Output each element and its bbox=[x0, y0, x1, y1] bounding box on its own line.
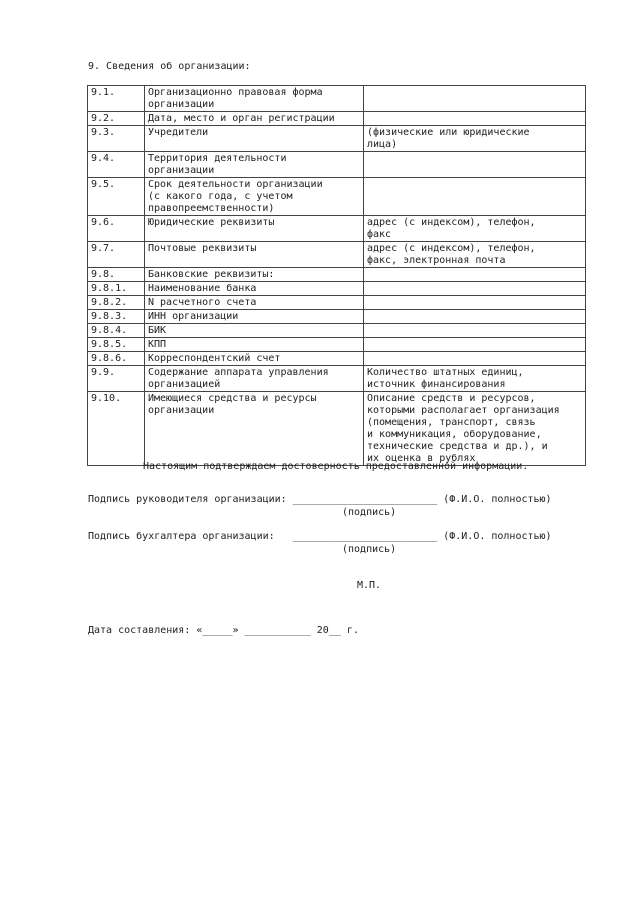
row-field-name: Юридические реквизиты bbox=[145, 216, 364, 242]
row-note bbox=[364, 152, 586, 178]
row-number: 9.8.5. bbox=[88, 338, 145, 352]
table-row bbox=[88, 242, 586, 268]
row-field-name: Территория деятельности организации bbox=[145, 152, 364, 178]
row-field-name: Почтовые реквизиты bbox=[145, 242, 364, 268]
row-number: 9.8.1. bbox=[88, 282, 145, 296]
row-field-name: Содержание аппарата управления организацией bbox=[145, 366, 364, 392]
row-note bbox=[364, 112, 586, 126]
row-number: 9.8.2. bbox=[88, 296, 145, 310]
row-field-name: Имеющиеся средства и ресурсы организации bbox=[145, 392, 364, 466]
row-note bbox=[364, 282, 586, 296]
organization-info-table-body bbox=[88, 86, 586, 466]
row-note bbox=[364, 296, 586, 310]
head-signature-line: Подпись руководителя организации: ________________________ (Ф.И.О. полностью) bbox=[88, 494, 552, 505]
row-note bbox=[364, 310, 586, 324]
row-number: 9.8.4. bbox=[88, 324, 145, 338]
organization-info-table bbox=[87, 85, 586, 466]
table-row bbox=[88, 352, 586, 366]
table-row bbox=[88, 282, 586, 296]
row-field-name: Наименование банка bbox=[145, 282, 364, 296]
table-row bbox=[88, 296, 586, 310]
row-note bbox=[364, 338, 586, 352]
table-row bbox=[88, 112, 586, 126]
date-line: Дата составления: «_____» ___________ 20__ г. bbox=[88, 625, 359, 636]
row-number: 9.6. bbox=[88, 216, 145, 242]
row-number: 9.8.6. bbox=[88, 352, 145, 366]
row-field-name: Дата, место и орган регистрации bbox=[145, 112, 364, 126]
table-row bbox=[88, 338, 586, 352]
row-field-name: Корреспондентский счет bbox=[145, 352, 364, 366]
table-row bbox=[88, 310, 586, 324]
row-field-name: ИНН организации bbox=[145, 310, 364, 324]
row-note bbox=[364, 352, 586, 366]
row-field-name: КПП bbox=[145, 338, 364, 352]
row-number: 9.1. bbox=[88, 86, 145, 112]
table-row bbox=[88, 324, 586, 338]
row-number: 9.8.3. bbox=[88, 310, 145, 324]
row-field-name: N расчетного счета bbox=[145, 296, 364, 310]
row-field-name: Банковские реквизиты: bbox=[145, 268, 364, 282]
row-number: 9.5. bbox=[88, 178, 145, 216]
row-number: 9.3. bbox=[88, 126, 145, 152]
accountant-signature-caption: (подпись) bbox=[342, 544, 397, 555]
table-row bbox=[88, 152, 586, 178]
row-number: 9.7. bbox=[88, 242, 145, 268]
accountant-signature-line: Подпись бухгалтера организации: ________________________ (Ф.И.О. полностью) bbox=[88, 531, 552, 542]
head-signature-caption: (подпись) bbox=[342, 507, 397, 518]
row-field-name: Учредители bbox=[145, 126, 364, 152]
table-row bbox=[88, 86, 586, 112]
section-title: 9. Сведения об организации: bbox=[88, 61, 251, 72]
row-note bbox=[364, 178, 586, 216]
table-row bbox=[88, 126, 586, 152]
row-note: адрес (с индексом), телефон, факс, электронная почта bbox=[364, 242, 586, 268]
row-field-name: БИК bbox=[145, 324, 364, 338]
row-note: (физические или юридические лица) bbox=[364, 126, 586, 152]
table-row bbox=[88, 366, 586, 392]
row-field-name: Организационно правовая форма организации bbox=[145, 86, 364, 112]
stamp-place: М.П. bbox=[357, 580, 382, 591]
row-note bbox=[364, 268, 586, 282]
confirmation-text: Настоящим подтверждаем достоверность предоставленной информации. bbox=[143, 461, 529, 472]
row-note: адрес (с индексом), телефон, факс bbox=[364, 216, 586, 242]
row-note: Описание средств и ресурсов, которыми располагает организация (помещения, транспорт, связь и коммуникация, оборудование, технические средства и др.), и их оценка в рублях bbox=[364, 392, 586, 466]
row-number: 9.4. bbox=[88, 152, 145, 178]
row-field-name: Срок деятельности организации (с какого года, с учетом правопреемственности) bbox=[145, 178, 364, 216]
row-number: 9.2. bbox=[88, 112, 145, 126]
row-number: 9.8. bbox=[88, 268, 145, 282]
row-number: 9.10. bbox=[88, 392, 145, 466]
table-row bbox=[88, 268, 586, 282]
table-row bbox=[88, 392, 586, 466]
row-note bbox=[364, 324, 586, 338]
table-row bbox=[88, 216, 586, 242]
row-number: 9.9. bbox=[88, 366, 145, 392]
row-note bbox=[364, 86, 586, 112]
row-note: Количество штатных единиц, источник финансирования bbox=[364, 366, 586, 392]
table-row bbox=[88, 178, 586, 216]
